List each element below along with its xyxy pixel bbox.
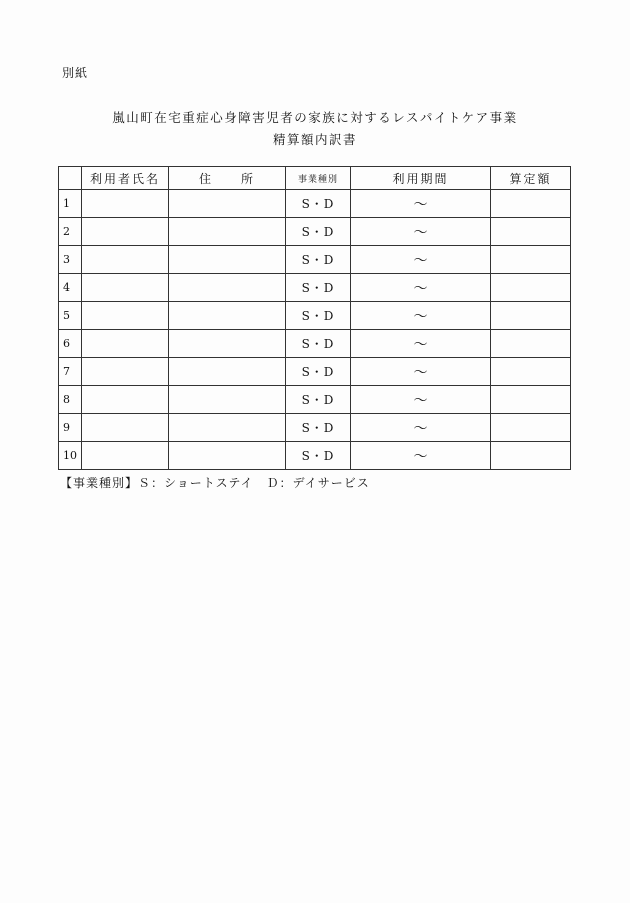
attachment-label: 別紙 xyxy=(62,66,89,80)
address-cell xyxy=(169,302,286,330)
row-number: 1 xyxy=(59,190,82,218)
row-number: 9 xyxy=(59,414,82,442)
service-type-cell: S・D xyxy=(286,330,351,358)
service-type-legend: 【事業種別】Ｓ：ショートステイ Ｄ：デイサービス xyxy=(60,476,370,490)
usage-period-cell: ～ xyxy=(351,442,491,470)
calculated-amount-cell xyxy=(491,218,571,246)
service-type-cell: S・D xyxy=(286,246,351,274)
calculated-amount-cell xyxy=(491,414,571,442)
usage-period-cell: ～ xyxy=(351,330,491,358)
calculated-amount-cell xyxy=(491,190,571,218)
usage-period-cell: ～ xyxy=(351,274,491,302)
document-subtitle: 精算額内訳書 xyxy=(272,132,357,147)
address-cell xyxy=(169,330,286,358)
user-name-cell xyxy=(82,190,169,218)
table-row xyxy=(59,414,571,442)
address-cell xyxy=(169,246,286,274)
usage-period-cell: ～ xyxy=(351,358,491,386)
user-name-cell xyxy=(82,246,169,274)
row-number: 8 xyxy=(59,386,82,414)
row-number: 2 xyxy=(59,218,82,246)
service-type-cell: S・D xyxy=(286,190,351,218)
table-row xyxy=(59,442,571,470)
address-cell xyxy=(169,218,286,246)
service-type-cell: S・D xyxy=(286,414,351,442)
calculated-amount-cell xyxy=(491,274,571,302)
row-number: 3 xyxy=(59,246,82,274)
service-type-cell: S・D xyxy=(286,386,351,414)
table-row xyxy=(59,190,571,218)
table-row xyxy=(59,274,571,302)
service-type-cell: S・D xyxy=(286,218,351,246)
service-type-cell: S・D xyxy=(286,358,351,386)
user-name-cell xyxy=(82,358,169,386)
service-type-cell: S・D xyxy=(286,442,351,470)
address-cell xyxy=(169,386,286,414)
user-name-cell xyxy=(82,414,169,442)
calculated-amount-cell xyxy=(491,302,571,330)
breakdown-table xyxy=(58,166,571,470)
header-service-type: 事業種別 xyxy=(286,167,351,190)
header-address: 住 所 xyxy=(169,167,286,190)
usage-period-cell: ～ xyxy=(351,190,491,218)
usage-period-cell: ～ xyxy=(351,246,491,274)
header-user-name: 利用者氏名 xyxy=(82,167,169,190)
row-number: 7 xyxy=(59,358,82,386)
document-title: 嵐山町在宅重症心身障害児者の家族に対するレスパイトケア事業 xyxy=(112,110,518,125)
address-cell xyxy=(169,274,286,302)
calculated-amount-cell xyxy=(491,358,571,386)
user-name-cell xyxy=(82,274,169,302)
table-row xyxy=(59,246,571,274)
table-row xyxy=(59,302,571,330)
calculated-amount-cell xyxy=(491,330,571,358)
usage-period-cell: ～ xyxy=(351,414,491,442)
address-cell xyxy=(169,442,286,470)
table-row xyxy=(59,330,571,358)
service-type-cell: S・D xyxy=(286,302,351,330)
table-row xyxy=(59,218,571,246)
row-number: 10 xyxy=(59,442,82,470)
row-number: 4 xyxy=(59,274,82,302)
table-header-row xyxy=(59,167,571,190)
calculated-amount-cell xyxy=(491,386,571,414)
address-cell xyxy=(169,414,286,442)
calculated-amount-cell xyxy=(491,246,571,274)
user-name-cell xyxy=(82,302,169,330)
user-name-cell xyxy=(82,386,169,414)
table-row xyxy=(59,386,571,414)
user-name-cell xyxy=(82,330,169,358)
table-row xyxy=(59,358,571,386)
header-calculated-amount: 算定額 xyxy=(491,167,571,190)
address-cell xyxy=(169,190,286,218)
header-no xyxy=(59,167,82,190)
header-usage-period: 利用期間 xyxy=(351,167,491,190)
calculated-amount-cell xyxy=(491,442,571,470)
service-type-cell: S・D xyxy=(286,274,351,302)
row-number: 5 xyxy=(59,302,82,330)
usage-period-cell: ～ xyxy=(351,386,491,414)
user-name-cell xyxy=(82,218,169,246)
user-name-cell xyxy=(82,442,169,470)
address-cell xyxy=(169,358,286,386)
usage-period-cell: ～ xyxy=(351,218,491,246)
usage-period-cell: ～ xyxy=(351,302,491,330)
row-number: 6 xyxy=(59,330,82,358)
